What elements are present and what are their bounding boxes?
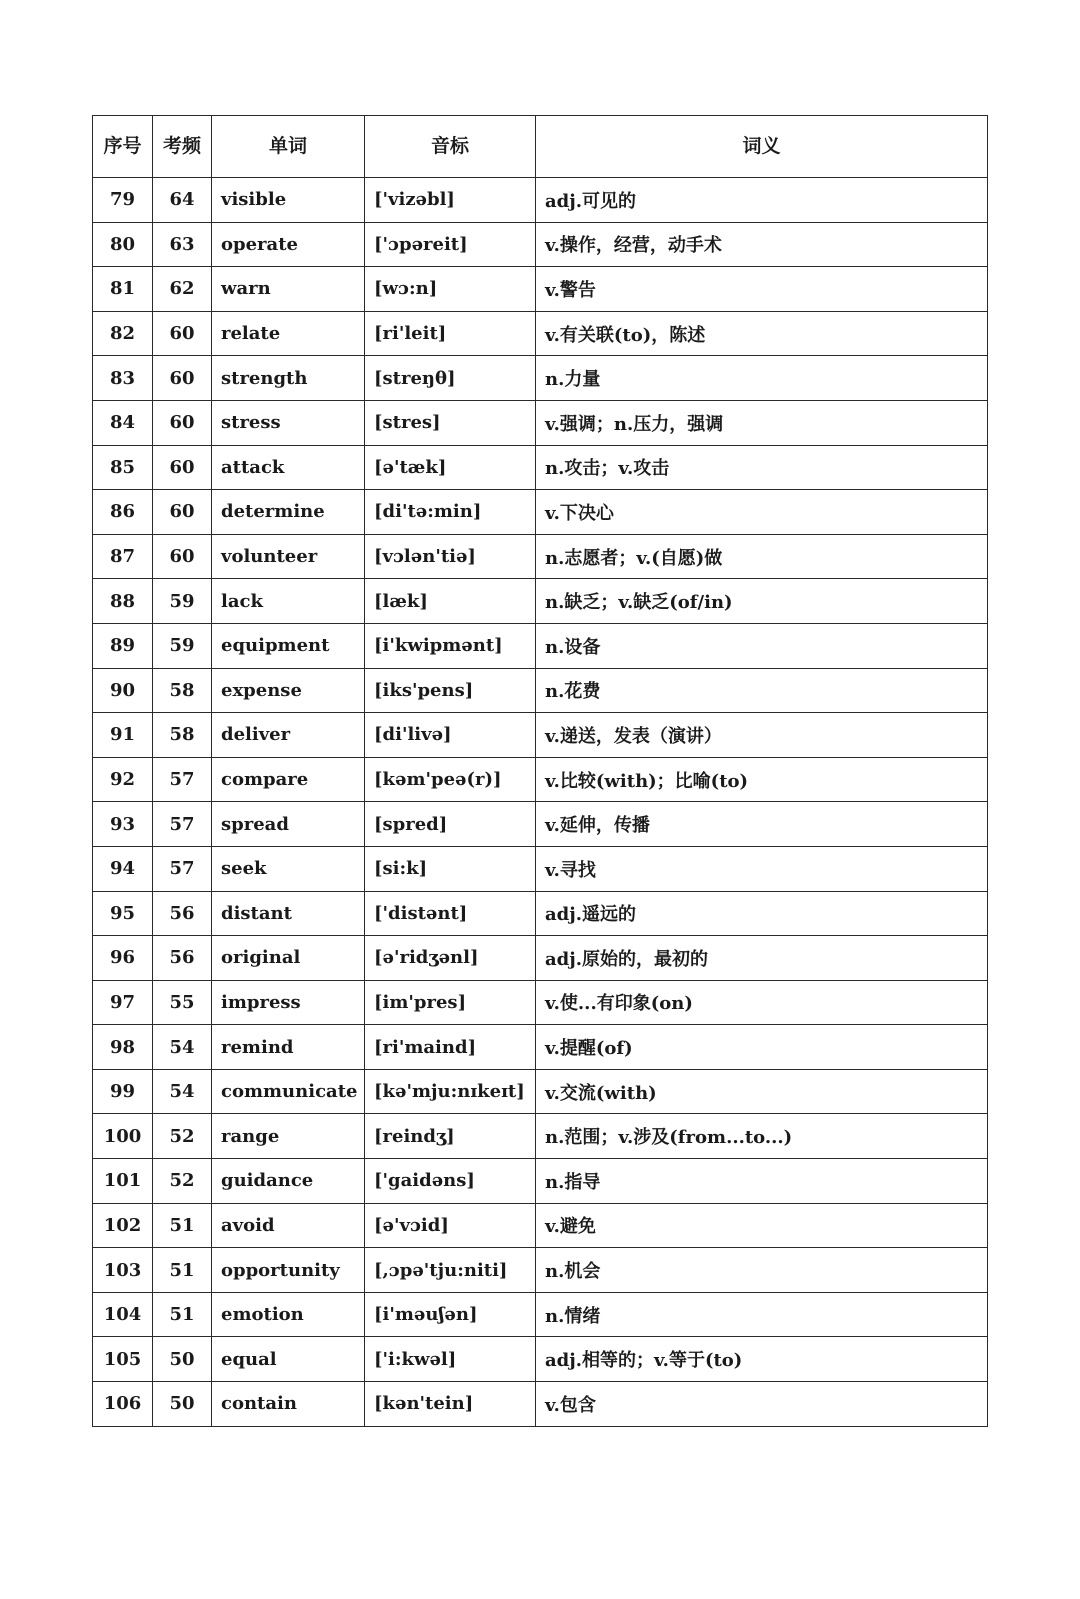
cell-word: range [212, 1114, 365, 1159]
cell-definition: n.志愿者；v.(自愿)做 [536, 534, 988, 579]
cell-word: warn [212, 267, 365, 312]
header-frequency: 考频 [153, 116, 212, 178]
cell-word: relate [212, 311, 365, 356]
cell-number: 88 [93, 579, 153, 624]
table-row [93, 936, 988, 981]
cell-definition: v.使...有印象(on) [536, 980, 988, 1025]
cell-definition: v.递送，发表（演讲） [536, 713, 988, 758]
cell-number: 98 [93, 1025, 153, 1070]
cell-number: 106 [93, 1382, 153, 1427]
cell-frequency: 54 [153, 1069, 212, 1114]
cell-definition: n.花费 [536, 668, 988, 713]
cell-definition: n.攻击；v.攻击 [536, 445, 988, 490]
cell-phonetic: ['i:kwəl] [365, 1337, 536, 1382]
cell-phonetic: ['vizəbl] [365, 178, 536, 223]
cell-frequency: 57 [153, 846, 212, 891]
header-definition: 词义 [536, 116, 988, 178]
table-row [93, 222, 988, 267]
cell-word: remind [212, 1025, 365, 1070]
cell-number: 91 [93, 713, 153, 758]
table-row [93, 400, 988, 445]
table-row [93, 980, 988, 1025]
cell-phonetic: [,ɔpə'tju:niti] [365, 1248, 536, 1293]
cell-definition: n.力量 [536, 356, 988, 401]
cell-word: equipment [212, 623, 365, 668]
cell-frequency: 58 [153, 713, 212, 758]
cell-number: 85 [93, 445, 153, 490]
header-phonetic: 音标 [365, 116, 536, 178]
cell-phonetic: [stres] [365, 400, 536, 445]
cell-definition: v.操作，经营，动手术 [536, 222, 988, 267]
cell-number: 92 [93, 757, 153, 802]
cell-phonetic: [ri'maind] [365, 1025, 536, 1070]
cell-word: deliver [212, 713, 365, 758]
table-row [93, 1025, 988, 1070]
cell-phonetic: [i'kwipmənt] [365, 623, 536, 668]
cell-phonetic: [ə'tæk] [365, 445, 536, 490]
cell-frequency: 60 [153, 400, 212, 445]
cell-frequency: 51 [153, 1203, 212, 1248]
cell-number: 95 [93, 891, 153, 936]
table-body [93, 178, 988, 1427]
cell-phonetic: [streŋθ] [365, 356, 536, 401]
cell-definition: v.交流(with) [536, 1069, 988, 1114]
cell-definition: v.有关联(to)，陈述 [536, 311, 988, 356]
table-row [93, 802, 988, 847]
cell-definition: v.延伸，传播 [536, 802, 988, 847]
cell-word: stress [212, 400, 365, 445]
cell-frequency: 60 [153, 356, 212, 401]
cell-phonetic: [ə'vɔid] [365, 1203, 536, 1248]
table-header [93, 116, 988, 178]
cell-frequency: 51 [153, 1248, 212, 1293]
table-row [93, 445, 988, 490]
cell-frequency: 51 [153, 1292, 212, 1337]
cell-phonetic: [i'məuʃən] [365, 1292, 536, 1337]
cell-frequency: 59 [153, 623, 212, 668]
cell-frequency: 57 [153, 802, 212, 847]
cell-number: 84 [93, 400, 153, 445]
cell-phonetic: [kə'mju:nɪkeɪt] [365, 1069, 536, 1114]
cell-definition: v.下决心 [536, 490, 988, 535]
cell-word: attack [212, 445, 365, 490]
cell-phonetic: [reindʒ] [365, 1114, 536, 1159]
cell-frequency: 56 [153, 936, 212, 981]
cell-number: 81 [93, 267, 153, 312]
cell-frequency: 50 [153, 1337, 212, 1382]
cell-word: equal [212, 1337, 365, 1382]
cell-word: visible [212, 178, 365, 223]
table-row [93, 490, 988, 535]
cell-phonetic: [wɔ:n] [365, 267, 536, 312]
cell-number: 102 [93, 1203, 153, 1248]
cell-number: 100 [93, 1114, 153, 1159]
cell-frequency: 60 [153, 445, 212, 490]
header-word: 单词 [212, 116, 365, 178]
cell-frequency: 60 [153, 534, 212, 579]
cell-frequency: 58 [153, 668, 212, 713]
cell-definition: v.警告 [536, 267, 988, 312]
cell-phonetic: [ri'leit] [365, 311, 536, 356]
table-row [93, 757, 988, 802]
cell-word: guidance [212, 1159, 365, 1204]
cell-frequency: 62 [153, 267, 212, 312]
cell-definition: v.寻找 [536, 846, 988, 891]
cell-word: distant [212, 891, 365, 936]
cell-frequency: 52 [153, 1159, 212, 1204]
cell-phonetic: ['distənt] [365, 891, 536, 936]
table-row [93, 1382, 988, 1427]
cell-definition: n.设备 [536, 623, 988, 668]
cell-frequency: 55 [153, 980, 212, 1025]
cell-definition: n.情绪 [536, 1292, 988, 1337]
cell-word: avoid [212, 1203, 365, 1248]
cell-phonetic: [læk] [365, 579, 536, 624]
cell-number: 80 [93, 222, 153, 267]
table-row [93, 311, 988, 356]
cell-frequency: 57 [153, 757, 212, 802]
cell-definition: adj.原始的，最初的 [536, 936, 988, 981]
cell-definition: v.提醒(of) [536, 1025, 988, 1070]
table-row [93, 267, 988, 312]
cell-number: 79 [93, 178, 153, 223]
cell-number: 105 [93, 1337, 153, 1382]
cell-word: operate [212, 222, 365, 267]
cell-number: 86 [93, 490, 153, 535]
cell-phonetic: ['gaidəns] [365, 1159, 536, 1204]
cell-definition: v.避免 [536, 1203, 988, 1248]
cell-frequency: 50 [153, 1382, 212, 1427]
cell-phonetic: [ə'ridʒənl] [365, 936, 536, 981]
table-row [93, 178, 988, 223]
cell-number: 104 [93, 1292, 153, 1337]
cell-word: original [212, 936, 365, 981]
cell-definition: v.比较(with)；比喻(to) [536, 757, 988, 802]
cell-definition: n.范围；v.涉及(from...to...) [536, 1114, 988, 1159]
cell-word: contain [212, 1382, 365, 1427]
cell-number: 94 [93, 846, 153, 891]
header-row [93, 116, 988, 178]
table-row [93, 534, 988, 579]
cell-word: lack [212, 579, 365, 624]
cell-definition: n.缺乏；v.缺乏(of/in) [536, 579, 988, 624]
cell-word: emotion [212, 1292, 365, 1337]
cell-frequency: 54 [153, 1025, 212, 1070]
cell-definition: adj.可见的 [536, 178, 988, 223]
cell-definition: n.机会 [536, 1248, 988, 1293]
cell-number: 97 [93, 980, 153, 1025]
table-row [93, 1159, 988, 1204]
cell-frequency: 64 [153, 178, 212, 223]
cell-frequency: 56 [153, 891, 212, 936]
cell-definition: v.包含 [536, 1382, 988, 1427]
table-row [93, 1114, 988, 1159]
cell-word: compare [212, 757, 365, 802]
cell-phonetic: [kən'tein] [365, 1382, 536, 1427]
cell-number: 83 [93, 356, 153, 401]
cell-number: 99 [93, 1069, 153, 1114]
table-row [93, 1292, 988, 1337]
cell-number: 82 [93, 311, 153, 356]
cell-word: determine [212, 490, 365, 535]
cell-definition: n.指导 [536, 1159, 988, 1204]
cell-number: 90 [93, 668, 153, 713]
table-row [93, 579, 988, 624]
table-row [93, 1203, 988, 1248]
cell-word: expense [212, 668, 365, 713]
cell-number: 101 [93, 1159, 153, 1204]
cell-frequency: 60 [153, 490, 212, 535]
cell-phonetic: ['ɔpəreit] [365, 222, 536, 267]
cell-frequency: 63 [153, 222, 212, 267]
cell-phonetic: [kəm'peə(r)] [365, 757, 536, 802]
cell-frequency: 59 [153, 579, 212, 624]
vocabulary-table [92, 115, 988, 1427]
cell-phonetic: [di'livə] [365, 713, 536, 758]
cell-frequency: 60 [153, 311, 212, 356]
cell-word: communicate [212, 1069, 365, 1114]
table-row [93, 668, 988, 713]
cell-definition: v.强调；n.压力，强调 [536, 400, 988, 445]
cell-number: 89 [93, 623, 153, 668]
cell-definition: adj.遥远的 [536, 891, 988, 936]
table-row [93, 623, 988, 668]
table-row [93, 356, 988, 401]
cell-definition: adj.相等的；v.等于(to) [536, 1337, 988, 1382]
table-row [93, 891, 988, 936]
cell-number: 93 [93, 802, 153, 847]
header-number: 序号 [93, 116, 153, 178]
cell-phonetic: [spred] [365, 802, 536, 847]
cell-number: 96 [93, 936, 153, 981]
cell-phonetic: [im'pres] [365, 980, 536, 1025]
table-row [93, 1337, 988, 1382]
table-row [93, 1069, 988, 1114]
cell-word: opportunity [212, 1248, 365, 1293]
table-row [93, 1248, 988, 1293]
cell-word: seek [212, 846, 365, 891]
cell-word: impress [212, 980, 365, 1025]
cell-phonetic: [vɔlən'tiə] [365, 534, 536, 579]
cell-number: 87 [93, 534, 153, 579]
table-row [93, 713, 988, 758]
cell-phonetic: [di'tə:min] [365, 490, 536, 535]
cell-number: 103 [93, 1248, 153, 1293]
cell-frequency: 52 [153, 1114, 212, 1159]
cell-word: spread [212, 802, 365, 847]
table-row [93, 846, 988, 891]
cell-word: volunteer [212, 534, 365, 579]
cell-phonetic: [si:k] [365, 846, 536, 891]
cell-phonetic: [iks'pens] [365, 668, 536, 713]
cell-word: strength [212, 356, 365, 401]
